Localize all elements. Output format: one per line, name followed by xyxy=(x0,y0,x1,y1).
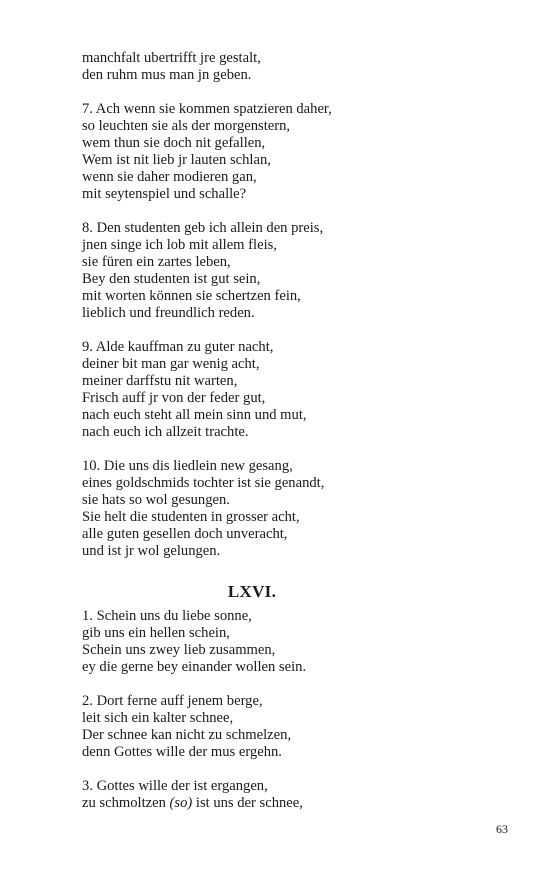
verse-line: 2. Dort ferne auff jenem berge, xyxy=(82,693,263,709)
verse-line: denn Gottes wille der mus ergehn. xyxy=(82,744,282,760)
verse-line: so leuchten sie als der morgenstern, xyxy=(82,118,291,134)
verse-line: sie füren ein zartes leben, xyxy=(82,254,231,270)
page-number: 63 xyxy=(496,822,508,836)
verse-line: 8. Den studenten geb ich allein den preis, xyxy=(82,220,324,236)
verse-line: 1. Schein uns du liebe sonne, xyxy=(82,608,252,624)
stanza-8 xyxy=(82,220,502,322)
verse-line: mit worten können sie schertzen fein, xyxy=(82,288,301,304)
verse-line: und ist jr wol gelungen. xyxy=(82,543,221,559)
stanza-10 xyxy=(82,458,502,560)
verse-text: ist uns der schnee, xyxy=(192,795,303,811)
stanza-lxvi-1 xyxy=(82,608,502,676)
stanza-7 xyxy=(82,101,502,203)
editorial-note: (so) xyxy=(169,795,193,811)
verse-line: nach euch ich allzeit trachte. xyxy=(82,424,249,440)
verse-line: 3. Gottes wille der ist ergangen, xyxy=(82,778,268,794)
verse-line: nach euch steht all mein sinn und mut, xyxy=(82,407,307,423)
verse-line: Der schnee kan nicht zu schmelzen, xyxy=(82,727,292,743)
verse-line xyxy=(82,795,502,812)
stanza-6-end xyxy=(82,50,502,84)
stanza-lxvi-2 xyxy=(82,693,502,761)
verse-line: Bey den studenten ist gut sein, xyxy=(82,271,261,287)
verse-line: lieblich und freundlich reden. xyxy=(82,305,255,321)
verse-line: deiner bit man gar wenig acht, xyxy=(82,356,260,372)
verse-line: manchfalt ubertrifft jre gestalt, xyxy=(82,50,261,66)
verse-line: eines goldschmids tochter ist sie genandt, xyxy=(82,475,325,491)
verse-line: den ruhm mus man jn geben. xyxy=(82,67,252,83)
verse-line: 7. Ach wenn sie kommen spatzieren daher, xyxy=(82,101,332,117)
verse-line: Sie helt die studenten in grosser acht, xyxy=(82,509,300,525)
stanza-lxvi-3 xyxy=(82,778,502,812)
stanza-9 xyxy=(82,339,502,441)
verse-line: mit seytenspiel und schalle? xyxy=(82,186,247,202)
verse-line: ey die gerne bey einander wollen sein. xyxy=(82,659,307,675)
verse-line: wem thun sie doch nit gefallen, xyxy=(82,135,266,151)
verse-text: zu schmoltzen xyxy=(82,795,170,811)
verse-line: leit sich ein kalter schnee, xyxy=(82,710,234,726)
verse-line: Frisch auff jr von der feder gut, xyxy=(82,390,266,406)
verse-line: jnen singe ich lob mit allem fleis, xyxy=(82,237,277,253)
verse-line: Schein uns zwey lieb zusammen, xyxy=(82,642,276,658)
song-heading: LXVI. xyxy=(227,582,277,601)
page-content xyxy=(82,50,502,829)
verse-line: sie hats so wol gesungen. xyxy=(82,492,230,508)
verse-line: Wem ist nit lieb jr lauten schlan, xyxy=(82,152,271,168)
verse-line: wenn sie daher modieren gan, xyxy=(82,169,257,185)
verse-line: gib uns ein hellen schein, xyxy=(82,625,230,641)
verse-line: 9. Alde kauffman zu guter nacht, xyxy=(82,339,274,355)
verse-line: 10. Die uns dis liedlein new gesang, xyxy=(82,458,293,474)
verse-line: meiner darffstu nit warten, xyxy=(82,373,238,389)
verse-line: alle guten gesellen doch unveracht, xyxy=(82,526,288,542)
